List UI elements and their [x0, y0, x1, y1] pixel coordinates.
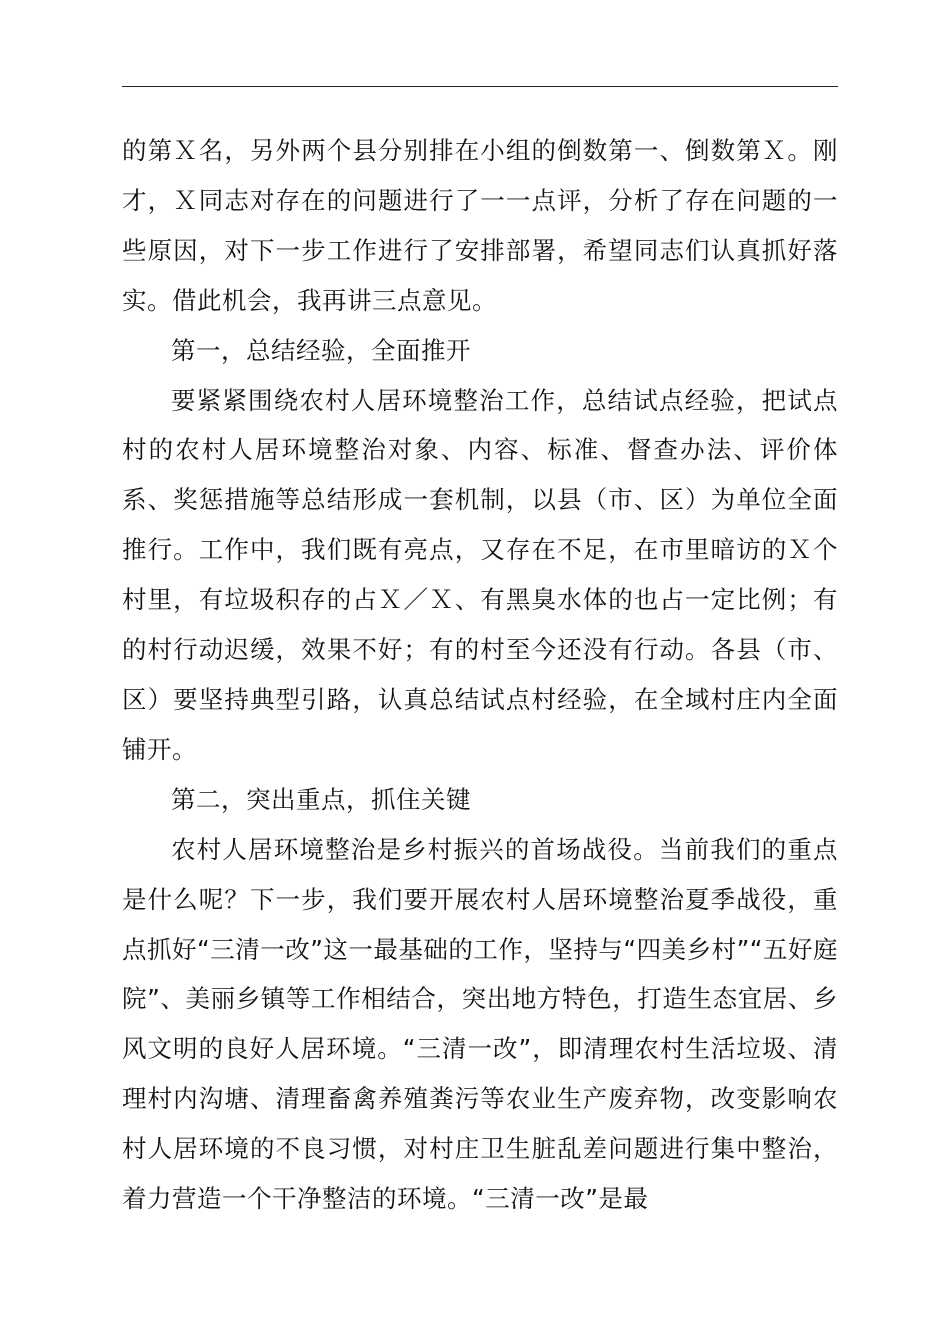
section-heading-first: 第一，总结经验，全面推开 — [171, 335, 471, 365]
section-heading-second: 第二，突出重点，抓住关键 — [171, 784, 471, 814]
paragraph-first-section: 要紧紧围绕农村人居环境整治工作，总结试点经验，把试点村的农村人居环境整治对象、内容、标准、督查办法、评价体系、奖惩措施等总结形成一套机制，以县（市、区）为单位全面推行。工作中，我们既有亮点，又存在不足，在市里暗访的Ｘ个村里，有垃圾积存的占Ｘ／Ｘ、有黑臭水体的也占一定比例；有的村行动迟缓，效果不好；有的村至今还没有行动。各县（市、区）要坚持典型引路，认真总结试点村经验，在全域村庄内全面铺开。 — [122, 385, 838, 764]
document-body — [122, 126, 838, 1224]
paragraph-second-section: 农村人居环境整治是乡村振兴的首场战役。当前我们的重点是什么呢？下一步，我们要开展农村人居环境整治夏季战役，重点抓好“三清一改”这一最基础的工作，坚持与“四美乡村”“五好庭院”、美丽乡镇等工作相结合，突出地方特色，打造生态宜居、乡风文明的良好人居环境。“三清一改”，即清理农村生活垃圾、清理村内沟塘、清理畜禽养殖粪污等农业生产废弃物，改变影响农村人居环境的不良习惯，对村庄卫生脏乱差问题进行集中整治，着力营造一个干净整洁的环境。“三清一改”是最 — [122, 834, 838, 1214]
header-rule — [122, 86, 838, 87]
paragraph-continuation: 的第Ｘ名，另外两个县分别排在小组的倒数第一、倒数第Ｘ。刚才，Ｘ同志对存在的问题进行了一一点评，分析了存在问题的一些原因，对下一步工作进行了安排部署，希望同志们认真抓好落实。借此机会，我再讲三点意见。 — [122, 136, 838, 315]
